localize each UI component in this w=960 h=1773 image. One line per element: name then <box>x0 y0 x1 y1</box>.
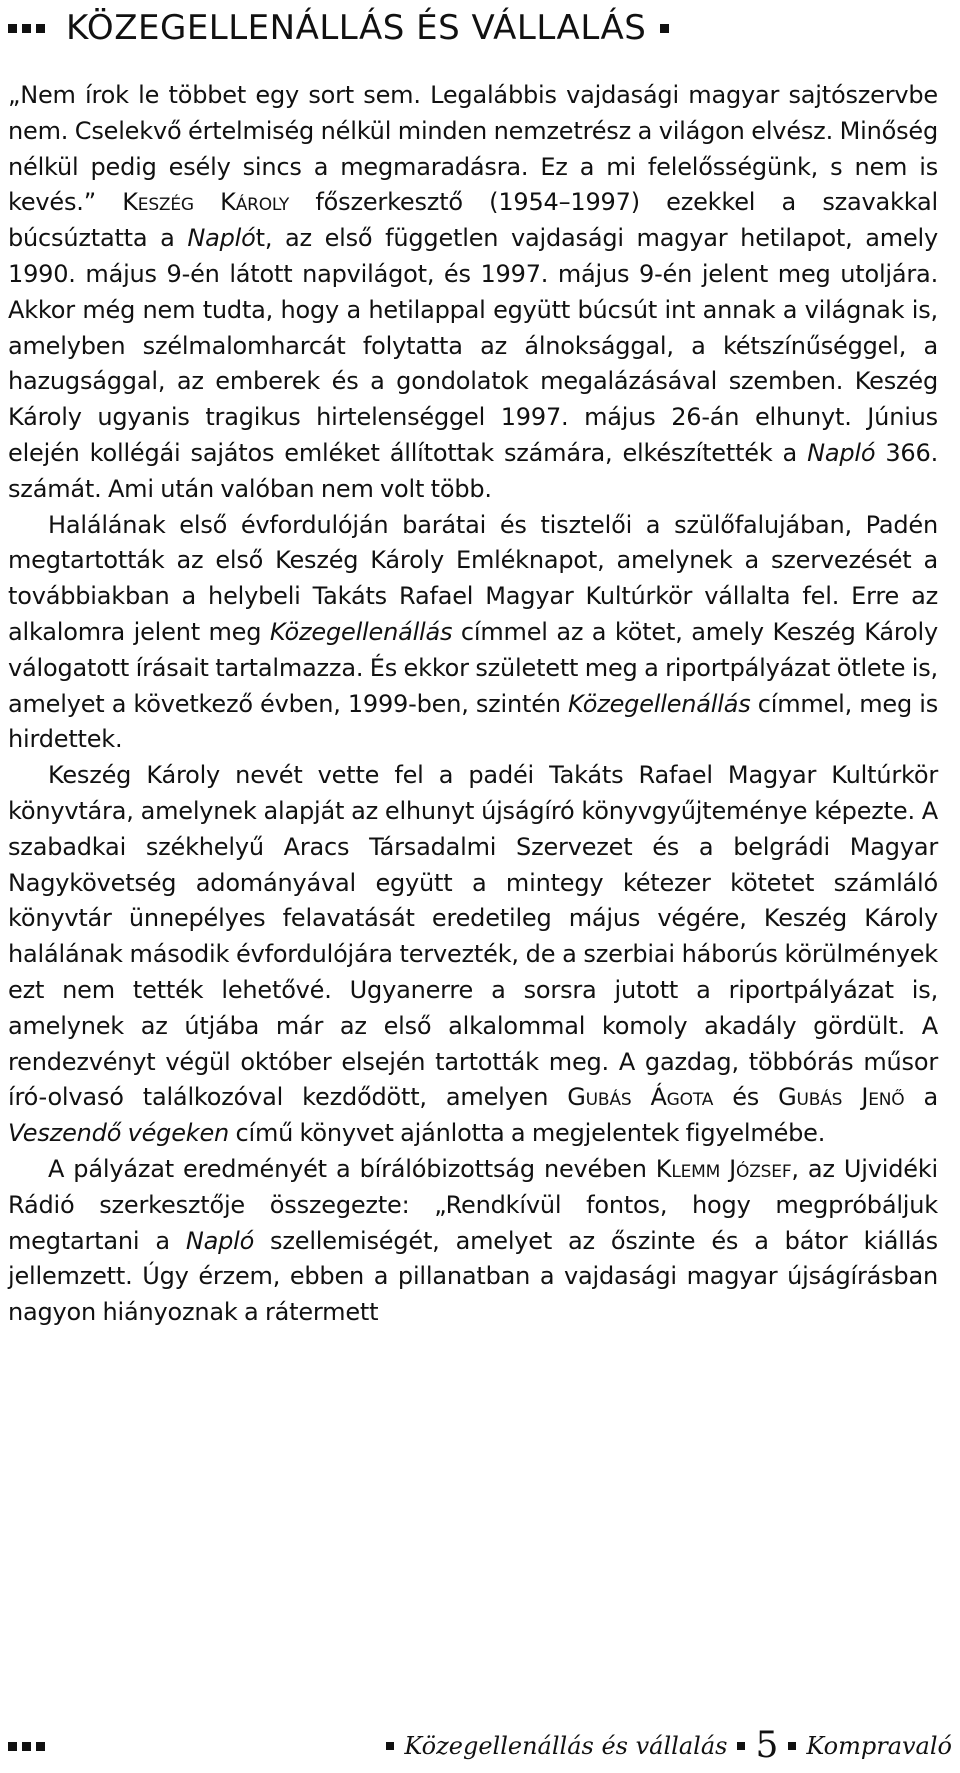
text-run: és <box>713 1083 779 1112</box>
publication-name: Napló <box>807 438 876 467</box>
paragraph-1 <box>8 78 938 508</box>
book-title: Veszendő végeken <box>8 1119 230 1148</box>
text-run: Halálának első évfordulóján barátai és tisztelői a szülőfalujában, Padén megtartották az első Keszég Károly Emléknapot, amelynek a szervezését a továbbiakban a helybeli Takáts Rafael Magyar Kultúrkör vállalta fel. Erre az alkalomra jelent meg <box>8 510 938 646</box>
footer-publication: Kompravaló <box>806 1732 952 1760</box>
footer-square-icon <box>737 1742 745 1750</box>
footer-square-icon <box>386 1742 394 1750</box>
text-run: című könyvet ajánlotta a megjelentek figyelmébe. <box>229 1119 826 1148</box>
text-run: 366. számát. Ami után valóban nem volt több. <box>8 438 938 503</box>
text-run: , az Ujvidéki Rádió szerkesztője összegezte: „Rendkívül fontos, hogy megpróbáljuk megtartani a <box>8 1154 938 1255</box>
footer-square-icon <box>788 1742 796 1750</box>
page-number: 5 <box>755 1725 779 1766</box>
text-run: címmel, meg is hirdettek. <box>8 689 938 754</box>
text-run: A pályázat eredményét a bírálóbizottság nevében <box>48 1154 656 1183</box>
page-header <box>8 4 948 52</box>
person-name: Gubás Jenő <box>778 1083 905 1112</box>
paragraph-3 <box>8 758 938 1152</box>
header-end-square-icon <box>660 24 669 33</box>
text-run: főszerkesztő (1954–1997) ezekkel a szavakkal búcsúztatta a <box>8 188 938 253</box>
text-run: „Nem írok le többet egy sort sem. Legalábbis vajdasági magyar sajtószervbe nem. Cselekvő értelmiség nélkül minden nemzetrész a világon elvész. Minőség nélkül pedig esély sincs a megmaradásra. Ez a mi felelősségünk, s nem is kevés.” <box>8 81 938 217</box>
publication-name: Napló <box>187 224 256 253</box>
person-name: Klemm József <box>655 1154 792 1183</box>
page-title: KÖZEGELLENÁLLÁS ÉS VÁLLALÁS <box>66 8 647 48</box>
person-name: Gubás Ágota <box>567 1083 714 1112</box>
paragraph-4 <box>8 1152 938 1331</box>
running-footer <box>376 1725 952 1766</box>
text-run: címmel az a kötet, amely Keszég Károly válogatott írásait tartalmazza. És ekkor született meg a riportpályázat ötlete is, amelyet a következő évben, 1999-ben, szintén <box>8 617 938 718</box>
text-run: t, az első független vajdasági magyar hetilapot, amely 1990. május 9-én látott napvilágot, és 1997. május 9-én jelent meg utoljára. Akkor még nem tudta, hogy a hetilappal együtt búcsút int annak a világnak is, amelyben szélmalomharcát folytatta az álnoksággal, a kétszínűséggel, a hazugsággal, az emberek és a gondolatok megalázásával szemben. Keszég Károly ugyanis tragikus hirtelenséggel 1997. május 26-án elhunyt. Június elején kollégái sajátos emléket állítottak számára, elkészítették a <box>8 224 939 467</box>
page-footer <box>8 1726 952 1766</box>
book-title: Közegellenállás <box>269 617 453 646</box>
paragraph-2 <box>8 508 938 759</box>
publication-name: Napló <box>185 1226 255 1255</box>
text-run: Keszég Károly nevét vette fel a padéi Takáts Rafael Magyar Kultúrkör könyvtára, amelynek alapját az elhunyt újságíró könyvgyűjteménye képezte. A szabadkai székhelyű Aracs Társadalmi Szervezet és a belgrádi Magyar Nagykövetség adományával együtt a mintegy kétezer kötetet számláló könyvtár ünnepélyes felavatását eredetileg május végére, Keszég Károly halálának második évfordulójára tervezték, de a szerbiai háborús körülmények ezt nem tették lehetővé. Ugyanerre a sorsra jutott a riportpályázat is, amelynek az útjába már az első alkalommal komoly akadály gördült. A rendezvényt végül október elsején tartották meg. A gazdag, többórás műsor író-olvasó találkozóval kezdődött, amelyen <box>8 761 938 1112</box>
footer-squares-icon <box>8 1742 50 1751</box>
footer-section-title: Közegellenállás és vállalás <box>404 1732 728 1760</box>
article-body <box>8 78 938 1331</box>
header-squares-icon <box>8 24 50 33</box>
text-run: szellemiségét, amelyet az őszinte és a bátor kiállás jellemzett. Úgy érzem, ebben a pillanatban a vajdasági magyar újságírásban nagyon hiányoznak a rátermett <box>8 1226 938 1327</box>
author-name: Keszég Károly <box>122 188 290 217</box>
text-run: a <box>904 1083 939 1112</box>
contest-title: Közegellenállás <box>568 689 751 718</box>
